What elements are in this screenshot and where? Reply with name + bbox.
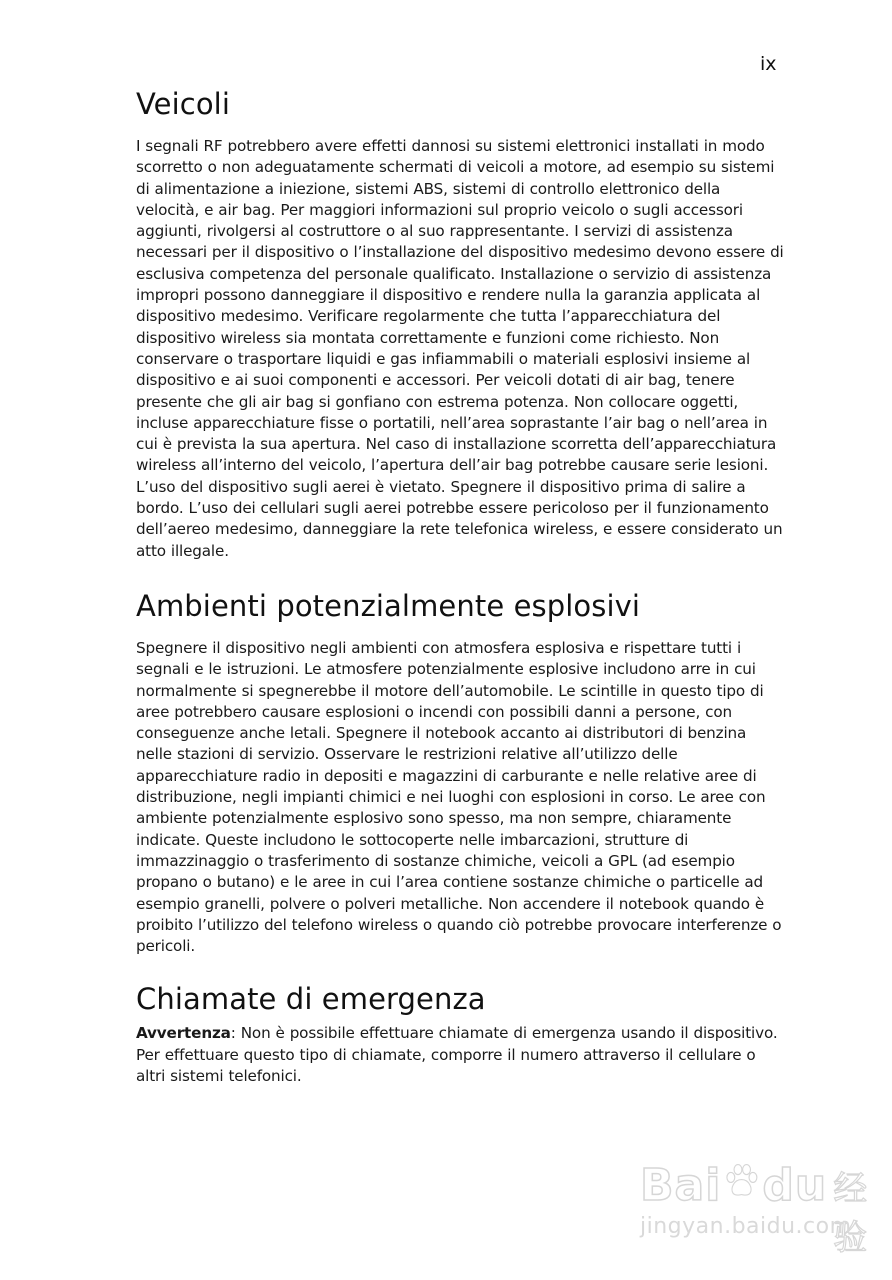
section-body: I segnali RF potrebbero avere effetti dannosi su sistemi elettronici installati in modo scorretto o non adeguatamente schermati di veicoli a motore, ad esempio su sistemi di alimentazione a iniezione, sistemi ABS, sistemi di controllo elettronico della velocità, e air bag. Per maggiori informazioni sul proprio veicolo o sugli accessori aggiunti, rivolgersi al costruttore o al suo rappresentante. I servizi di assistenza necessari per il dispositivo o l’installazione del dispositivo medesimo devono essere di esclusiva competenza del personale qualificato. Installazione o servizio di assistenza impropri possono danneggiare il dispositivo e rendere nulla la garanzia applicata al dispositivo medesimo. Verificare regolarmente che tutta l’apparecchiatura del dispositivo wireless sia montata correttamente e funzioni come richiesto. Non conservare o trasportare liquidi e gas infiammabili o materiali esplosivi insieme al dispositivo e ai suoi componenti e accessori. Per veicoli dotati di air bag, tenere presente che gli air bag si gonfiano con estrema potenza. Non collocare oggetti, incluse apparecchiature fisse o portatili, nell’area soprastante l’air bag o nell’area in cui è prevista la sua apertura. Nel caso di installazione scorretta dell’apparecchiatura wireless all’interno del veicolo, l’apertura dell’air bag potrebbe causare serie lesioni. L’uso del dispositivo sugli aerei è vietato. Spegnere il dispositivo prima di salire a bordo. L’uso dei cellulari sugli aerei potrebbe essere pericoloso per il funzionamento dell’aereo medesimo, danneggiare la rete telefonica wireless, e essere considerato un atto illegale. xyxy=(136,137,784,560)
section-chiamate-emergenza xyxy=(136,979,786,1087)
section-body: Spegnere il dispositivo negli ambienti con atmosfera esplosiva e rispettare tutti i segnali e le istruzioni. Le atmosfere potenzialmente esplosive includono arre in cui normalmente si spegnerebbe il motore dell’automobile. Le scintille in questo tipo di aree potrebbero causare esplosioni o incendi con possibili danni a persone, con conseguenze anche letali. Spegnere il notebook accanto ai distributori di benzina nelle stazioni di servizio. Osservare le restrizioni relative all’utilizzo delle apparecchiature radio in depositi e magazzini di carburante e nelle relative aree di distribuzione, negli impianti chimici e nei luoghi con esplosioni in corso. Le aree con ambiente potenzialmente esplosivo sono spesso, ma non sempre, chiaramente indicate. Queste includono le sottocoperte nelle imbarcazioni, strutture di immazzinaggio o trasferimento di sostanze chimiche, veicoli a GPL (ad esempio propano o butano) e le aree in cui l’area contiene sostanze chimiche o particelle ad esempio granelli, polvere o polveri metalliche. Non accendere il notebook quando è proibito l’utilizzo del telefono wireless o quando ciò potrebbe provocare interferenze o pericoli. xyxy=(136,638,782,956)
warning-text: : Non è possibile effettuare chiamate di emergenza usando il dispositivo. Per effettuare questo tipo di chiamate, comporre il numero attraverso il cellulare o altri sistemi telefonici. xyxy=(136,1024,778,1085)
section-veicoli xyxy=(136,84,786,562)
watermark-logo-cjk: 经验 xyxy=(833,1169,869,1258)
section-heading: Ambienti potenzialmente esplosivi xyxy=(136,588,641,623)
watermark-logo xyxy=(640,1150,883,1259)
watermark-logo-right: du xyxy=(762,1160,828,1211)
section-ambienti-esplosivi xyxy=(136,586,786,957)
baidu-watermark xyxy=(640,1150,870,1258)
section-heading: Chiamate di emergenza xyxy=(136,982,486,1017)
section-heading: Veicoli xyxy=(136,87,230,121)
page-content xyxy=(136,84,786,1087)
watermark-url: jingyan.baidu.com xyxy=(640,1214,852,1239)
paw-icon xyxy=(723,1156,760,1206)
warning-label: Avvertenza xyxy=(136,1024,231,1043)
watermark-logo-left: Bai xyxy=(640,1160,722,1211)
page-number: ix xyxy=(760,53,777,75)
section-body-warning xyxy=(136,1023,786,1087)
